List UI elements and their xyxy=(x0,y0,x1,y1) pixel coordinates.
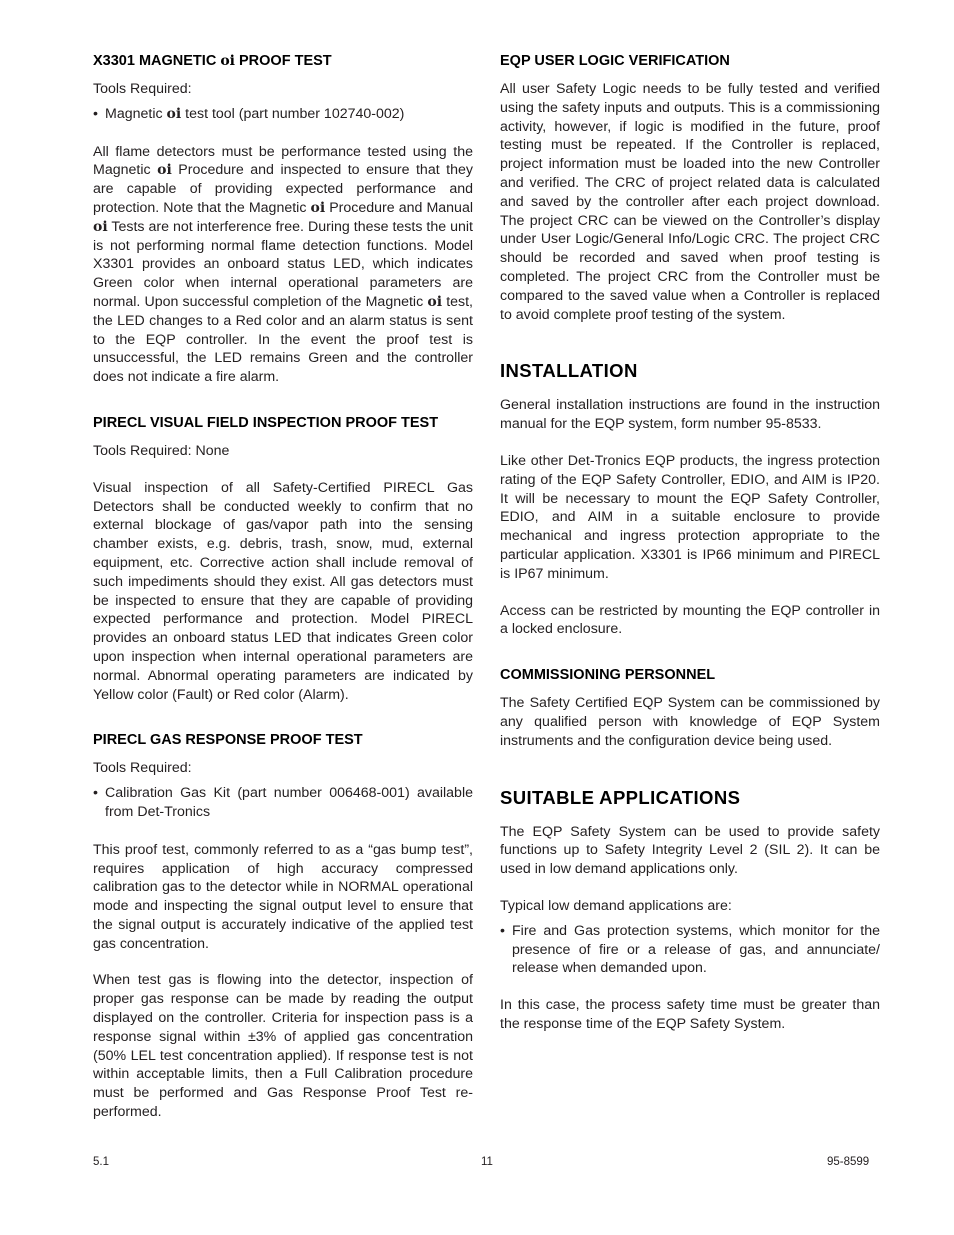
paragraph: All user Safety Logic needs to be fully tested and verified using the safety inputs and outputs. This is a commissioning activity, however, if logic is modified in the future, proof testing must be repeated. If the Controller is replaced, project information must be loaded into the new Controller and verified. The CRC of project related data is calculated and saved by the controller after each project download. The project CRC can be viewed on the Controller’s display under User Logic/General Info/Logic CRC. The project CRC should be recorded and saved when proof testing is completed. The project CRC from the Controller must be compared to the saved value when a Controller is replaced to avoid complete proof testing of the system. xyxy=(500,81,880,323)
paragraph: Like other Det-Tronics EQP products, the ingress protection rating of the EQP Safety Controller, EDIO, and AIM is IP20. It will be necessary to mount the EQP Safety Controller, EDIO, and AIM in a suitable enclosure to provide mechanical and ingress protection appropriate to the particular application. X3301 is IP66 minimum and PIRECL is IP67 minimum. xyxy=(500,452,880,582)
footer-revision: 5.1 xyxy=(93,1156,109,1168)
commissioning-heading: COMMISSIONING PERSONNEL xyxy=(500,667,716,684)
right-column xyxy=(500,52,880,1034)
paragraph: Visual inspection of all Safety-Certified PIRECL Gas Detectors shall be conducted weekly to confirm that no external blockage of gas/vapor path into the sensing chamber exists, e.g. debris, trash, snow, mud, external equipment, etc. Corrective action shall include removal of such impediments should they exist. All gas detectors must be inspected to ensure that they are capable of providing expected performance and protection. Model PIRECL provides an onboard status LED that indicates Green color upon inspection when internal operational parameters are normal. Abnormal operating parameters are indicated by Yellow color (Fault) or Red color (Alarm). xyxy=(93,479,473,703)
suitable-applications-heading: SUITABLE APPLICATIONS xyxy=(500,786,741,808)
left-column xyxy=(93,52,473,1122)
paragraph: This proof test, commonly referred to as a “gas bump test”, requires application of high accuracy compressed calibration gas to the detector while in NORMAL operational mode and inspecting the signal output level to ensure that the signal output is accurately indicative of the applied test gas concentration. xyxy=(93,841,473,952)
paragraph: When test gas is flowing into the detector, inspection of proper gas response can be made by reading the output displayed on the controller. Criteria for inspection pass is a response signal within ±3% of applied gas concentration (50% LEL test concentration applied). If response test is not within acceptable limits, then a Full Calibration procedure must be performed and Gas Response Proof Test re-performed. xyxy=(93,972,473,1121)
eqp-logic-heading: EQP USER LOGIC VERIFICATION xyxy=(500,53,730,69)
paragraph: All flame detectors must be performance tested using the Magnetic oi Procedure and inspected to ensure that they are capable of providing expected performance and protection. Note that the Magnetic oi Procedure and Manual oi Tests are not interference free. During these tests the unit is not performing normal flame detection functions. Model X3301 provides an onboard status LED, which indicates Green color when internal operational parameters are normal. Upon successful completion of the Magnetic oi test, the LED changes to a Red color and an alarm status is sent to the EQP controller. In the event the proof test is unsuccessful, the LED remains Green and the controller does not indicate a fire alarm. xyxy=(93,143,473,386)
paragraph: General installation instructions are found in the instruction manual for the EQP system, form number 95-8533. xyxy=(500,397,880,433)
oi-symbol: oi xyxy=(166,105,182,122)
oi-symbol: oi xyxy=(220,53,235,69)
paragraph: Typical low demand applications are: xyxy=(500,897,732,914)
tools-required-label: Tools Required: xyxy=(93,760,192,777)
tools-required-label: Tools Required: None xyxy=(93,442,230,459)
pirecl-gas-heading: PIRECL GAS RESPONSE PROOF TEST xyxy=(93,732,363,749)
page-number: 11 xyxy=(481,1156,493,1168)
paragraph: The EQP Safety System can be used to provide safety functions up to Safety Integrity Level 2 (SIL 2). It can be used in low demand applications only. xyxy=(500,823,880,878)
footer-form-number: 95-8599 xyxy=(827,1156,870,1168)
list-item: • Calibration Gas Kit (part number 006468-001) available from Det-Tronics xyxy=(93,785,473,820)
paragraph: The Safety Certified EQP System can be commissioned by any qualified person with knowledge of EQP System instruments and the configuration device being used. xyxy=(500,695,880,749)
installation-heading: INSTALLATION xyxy=(500,360,638,382)
paragraph: Access can be restricted by mounting the EQP controller in a locked enclosure. xyxy=(500,602,880,638)
list-item: • Magnetic oi test tool (part number 102740-002) xyxy=(93,105,405,122)
tools-required-label: Tools Required: xyxy=(93,81,192,97)
x3301-heading: X3301 MAGNETIC oi PROOF TEST xyxy=(93,53,332,69)
pirecl-visual-heading: PIRECL VISUAL FIELD INSPECTION PROOF TEST xyxy=(93,414,439,431)
paragraph: In this case, the process safety time must be greater than the response time of the EQP Safety System. xyxy=(500,997,880,1032)
list-item: • Fire and Gas protection systems, which monitor for the presence of fire or a release of gas, and annunciate/ release when demanded upon. xyxy=(500,922,880,977)
